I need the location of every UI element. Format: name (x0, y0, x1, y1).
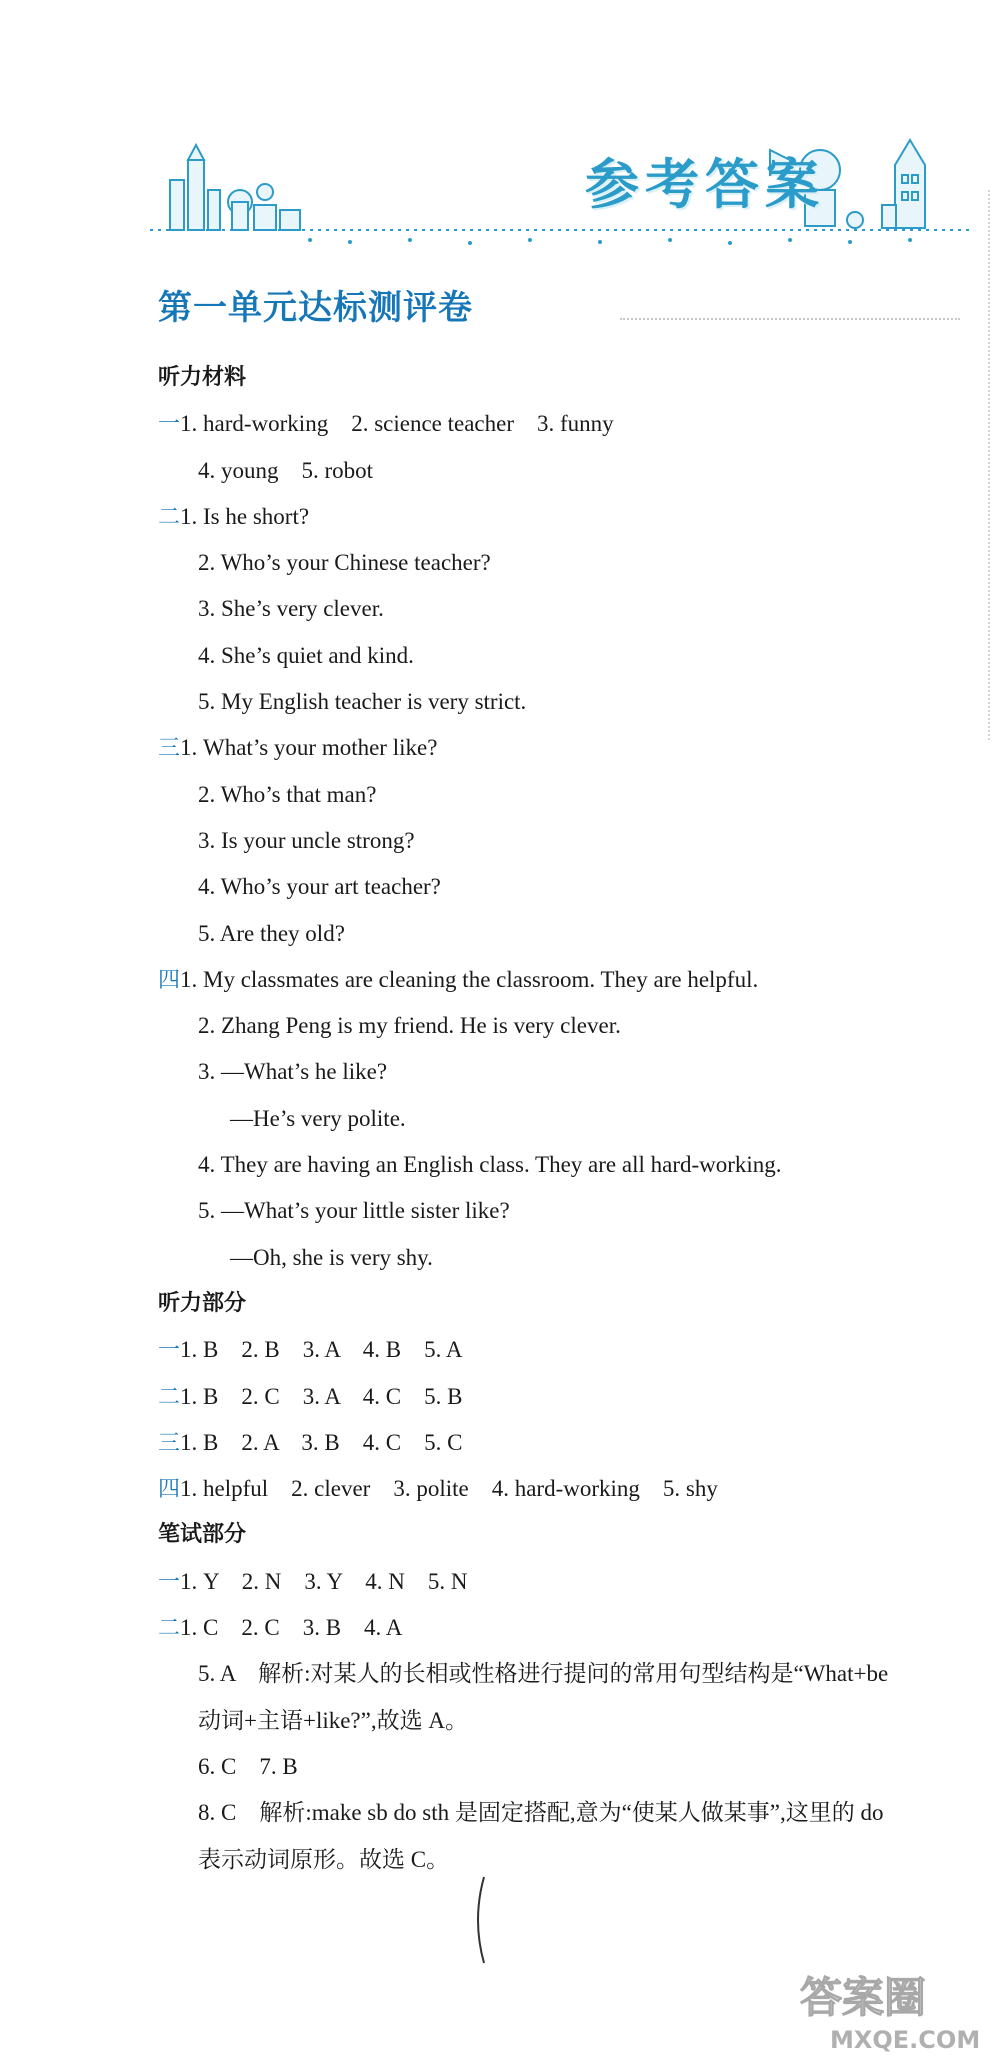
answer-line: 三1. What’s your mother like? (158, 735, 438, 762)
header-banner (150, 130, 970, 250)
answer-line: 5. Are they old? (198, 920, 345, 946)
answer-line: 6. C 7. B (198, 1753, 298, 1779)
answer-line: 二1. Is he short? (158, 503, 310, 530)
page-title: 参考答案 (585, 153, 825, 216)
answer-line: 一1. hard-working 2. science teacher 3. funny (158, 411, 614, 438)
answer-line: 四1. My classmates are cleaning the classroom. They are helpful. (158, 966, 759, 993)
answer-line: 4. They are having an English class. They are all hard-working. (198, 1152, 782, 1178)
question-number: 四 (158, 967, 181, 993)
section-divider (620, 318, 960, 320)
watermark-text: 答案圈 (800, 1973, 927, 2022)
answer-line: 8. C 解析:make sb do sth 是固定搭配,意为“使某人做某事”,这里的 do (198, 1800, 884, 1826)
question-number: 二 (158, 1384, 181, 1410)
watermark-logo (790, 1960, 990, 2056)
section-title: 第一单元达标测评卷 (158, 288, 473, 328)
question-number: 一 (158, 412, 181, 438)
written-part-heading: 笔试部分 (158, 1522, 247, 1548)
answer-line: —Oh, she is very shy. (230, 1244, 433, 1270)
question-number: 三 (158, 1430, 181, 1456)
rocket-icon (882, 140, 925, 228)
question-number: 二 (158, 504, 181, 530)
answer-line: 5. —What’s your little sister like? (198, 1198, 510, 1224)
answer-line: 一1. Y 2. N 3. Y 4. N 5. N (158, 1568, 468, 1595)
margin-divider (988, 190, 990, 740)
question-number: 二 (158, 1616, 181, 1642)
answer-line: 表示动词原形。故选 C。 (198, 1846, 450, 1872)
answer-line: 二1. B 2. C 3. A 4. C 5. B (158, 1383, 463, 1410)
answer-line: 4. Who’s your art teacher? (198, 874, 441, 900)
listening-part-heading: 听力部分 (158, 1290, 247, 1316)
question-number: 三 (158, 736, 181, 762)
answer-line: 5. A 解析:对某人的长相或性格进行提问的常用句型结构是“What+be (198, 1661, 889, 1687)
answer-line: 3. —What’s he like? (198, 1059, 388, 1085)
watermark-url: MXQE.COM (830, 2026, 981, 2054)
page-bracket (470, 1875, 490, 1965)
answer-line: 3. She’s very clever. (198, 596, 384, 622)
answer-line: 2. Who’s that man? (198, 781, 377, 807)
answer-line: 四1. helpful 2. clever 3. polite 4. hard-working 5. shy (158, 1476, 718, 1503)
answer-line: 3. Is your uncle strong? (198, 827, 415, 853)
question-number: 一 (158, 1338, 181, 1364)
answer-content (158, 355, 988, 1883)
answer-line: 2. Zhang Peng is my friend. He is very clever. (198, 1013, 621, 1039)
question-number: 四 (158, 1477, 181, 1503)
dots-decoration (308, 238, 912, 245)
answer-line: 一1. B 2. B 3. A 4. B 5. A (158, 1337, 463, 1364)
answer-line: —He’s very polite. (230, 1105, 406, 1131)
answer-line: 2. Who’s your Chinese teacher? (198, 550, 491, 576)
answer-line: 二1. C 2. C 3. B 4. A (158, 1615, 403, 1642)
listening-material-heading: 听力材料 (158, 365, 247, 390)
answer-line: 4. She’s quiet and kind. (198, 642, 414, 668)
answer-line: 4. young 5. robot (198, 457, 374, 483)
answer-line: 三1. B 2. A 3. B 4. C 5. C (158, 1429, 463, 1456)
city-skyline-icon (170, 145, 300, 230)
question-number: 一 (158, 1569, 181, 1595)
answer-line: 5. My English teacher is very strict. (198, 689, 527, 715)
answer-line: 动词+主语+like?”,故选 A。 (198, 1707, 468, 1733)
